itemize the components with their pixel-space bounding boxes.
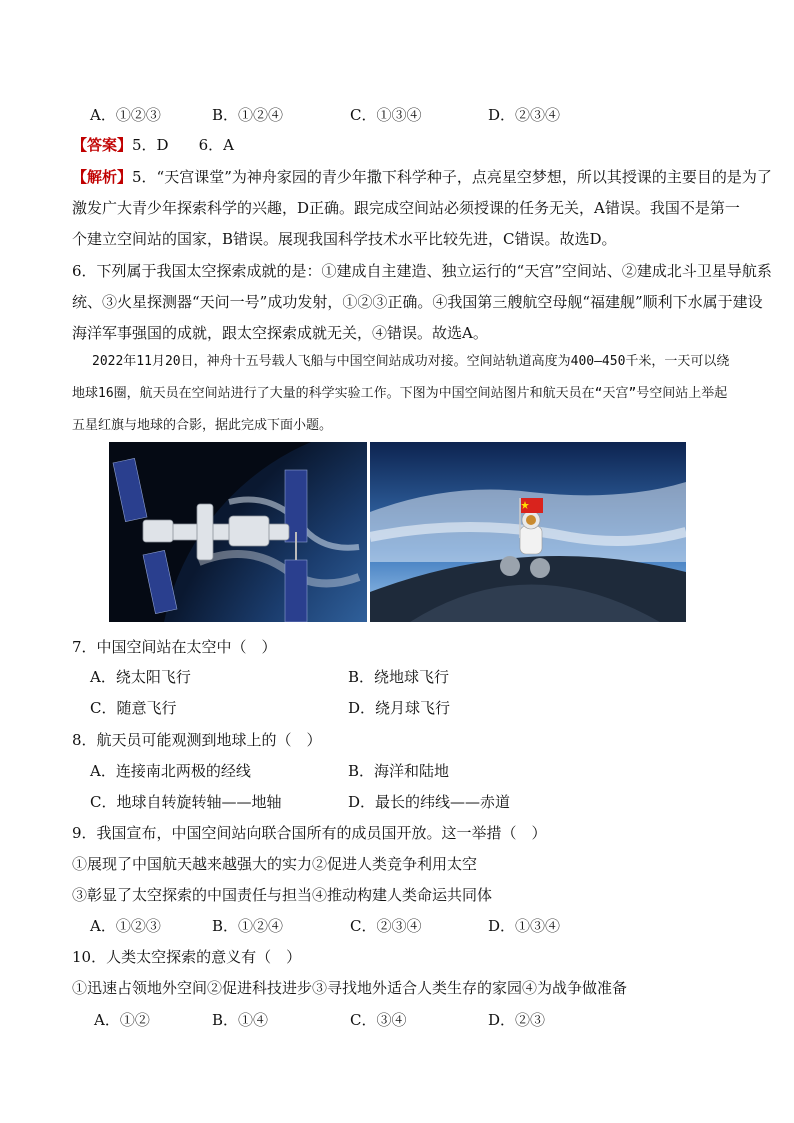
- analysis-line-2: 激发广大青少年探索科学的兴趣，D正确。跟完成空间站必须授课的任务无关，A错误。我国不是第一: [72, 199, 740, 217]
- q10-items-1: ①迅速占领地外空间②促进科技进步③寻找地外适合人类生存的家园④为战争做准备: [72, 979, 628, 997]
- option-d: D．②③④: [488, 106, 561, 124]
- q8-stem: 8．航天员可能观测到地球上的（ ）: [72, 731, 322, 749]
- q8-option-c: C．地球自转旋转轴——地轴: [90, 793, 282, 811]
- q8-option-d: D．最长的纬线——赤道: [348, 793, 511, 811]
- q9-option-a: A．①②③: [90, 917, 161, 935]
- answer-line: [72, 134, 234, 155]
- q9-option-d: D．①③④: [488, 917, 561, 935]
- q8-option-a: A．连接南北两极的经线: [90, 762, 251, 780]
- q10-option-a: A．①②: [94, 1011, 150, 1029]
- q9-option-b: B．①②④: [212, 917, 284, 935]
- q10-option-d: D．②③: [488, 1011, 546, 1029]
- answer-tag: 【答案】: [72, 136, 133, 154]
- analysis-tag: 【解析】: [72, 168, 133, 186]
- q10-option-c: C．③④: [350, 1011, 407, 1029]
- q10-option-b: B．①④: [212, 1011, 269, 1029]
- answer-text: 5．D 6．A: [132, 136, 234, 154]
- astronaut-flag-photo: [370, 442, 686, 622]
- q9-items-2: ③彰显了太空探索的中国责任与担当④推动构建人类命运共同体: [72, 886, 493, 904]
- astronaut-illustration: [370, 442, 686, 622]
- space-station-photo: [109, 442, 367, 622]
- q7-option-b: B．绕地球飞行: [348, 668, 450, 686]
- q7-option-d: D．绕月球飞行: [348, 699, 451, 717]
- q8-option-b: B．海洋和陆地: [348, 762, 450, 780]
- q9-option-c: C．②③④: [350, 917, 422, 935]
- passage-text: 2022年11月20日，神舟十五号载人飞船与中国空间站成功对接。空间站轨道高度为400—450千米，一天可以绕地球16圈，航天员在空间站进行了大量的科学实验工作。下图为中国空间站图片和航天员在“天宫”号空间站上举起五星红旗与地球的合影，据此完成下面小题。: [72, 354, 730, 433]
- q7-stem: 7．中国空间站在太空中（ ）: [72, 638, 277, 656]
- space-station-illustration: [109, 442, 367, 622]
- option-a: A．①②③: [90, 106, 161, 124]
- analysis-line-4: 6．下列属于我国太空探索成就的是：①建成自主建造、独立运行的“天宫”空间站、②建成北斗卫星导航系: [72, 262, 772, 280]
- q9-items-1: ①展现了中国航天越来越强大的实力②促进人类竞争利用太空: [72, 855, 478, 873]
- analysis-text: 5．“天宫课堂”为神舟家园的青少年撒下科学种子，点亮星空梦想，所以其授课的主要目的是为了: [132, 168, 772, 186]
- q9-stem: 9．我国宣布，中国空间站向联合国所有的成员国开放。这一举措（ ）: [72, 824, 547, 842]
- option-c: C．①③④: [350, 106, 422, 124]
- analysis-line-6: 海洋军事强国的成就，跟太空探索成就无关，④错误。故选A。: [72, 324, 488, 342]
- analysis-line-5: 统、③火星探测器“天问一号”成功发射，①②③正确。④我国第三艘航空母舰“福建舰”顺利下水属于建设: [72, 293, 763, 311]
- analysis-line-1: [72, 166, 772, 187]
- q10-stem: 10．人类太空探索的意义有（ ）: [72, 948, 302, 966]
- astronaut-figure: [520, 511, 542, 554]
- q7-option-c: C．随意飞行: [90, 699, 177, 717]
- option-b: B．①②④: [212, 106, 284, 124]
- analysis-line-3: 个建立空间站的国家，B错误。展现我国科学技术水平比较先进，C错误。故选D。: [72, 230, 617, 248]
- q7-option-a: A．绕太阳飞行: [90, 668, 191, 686]
